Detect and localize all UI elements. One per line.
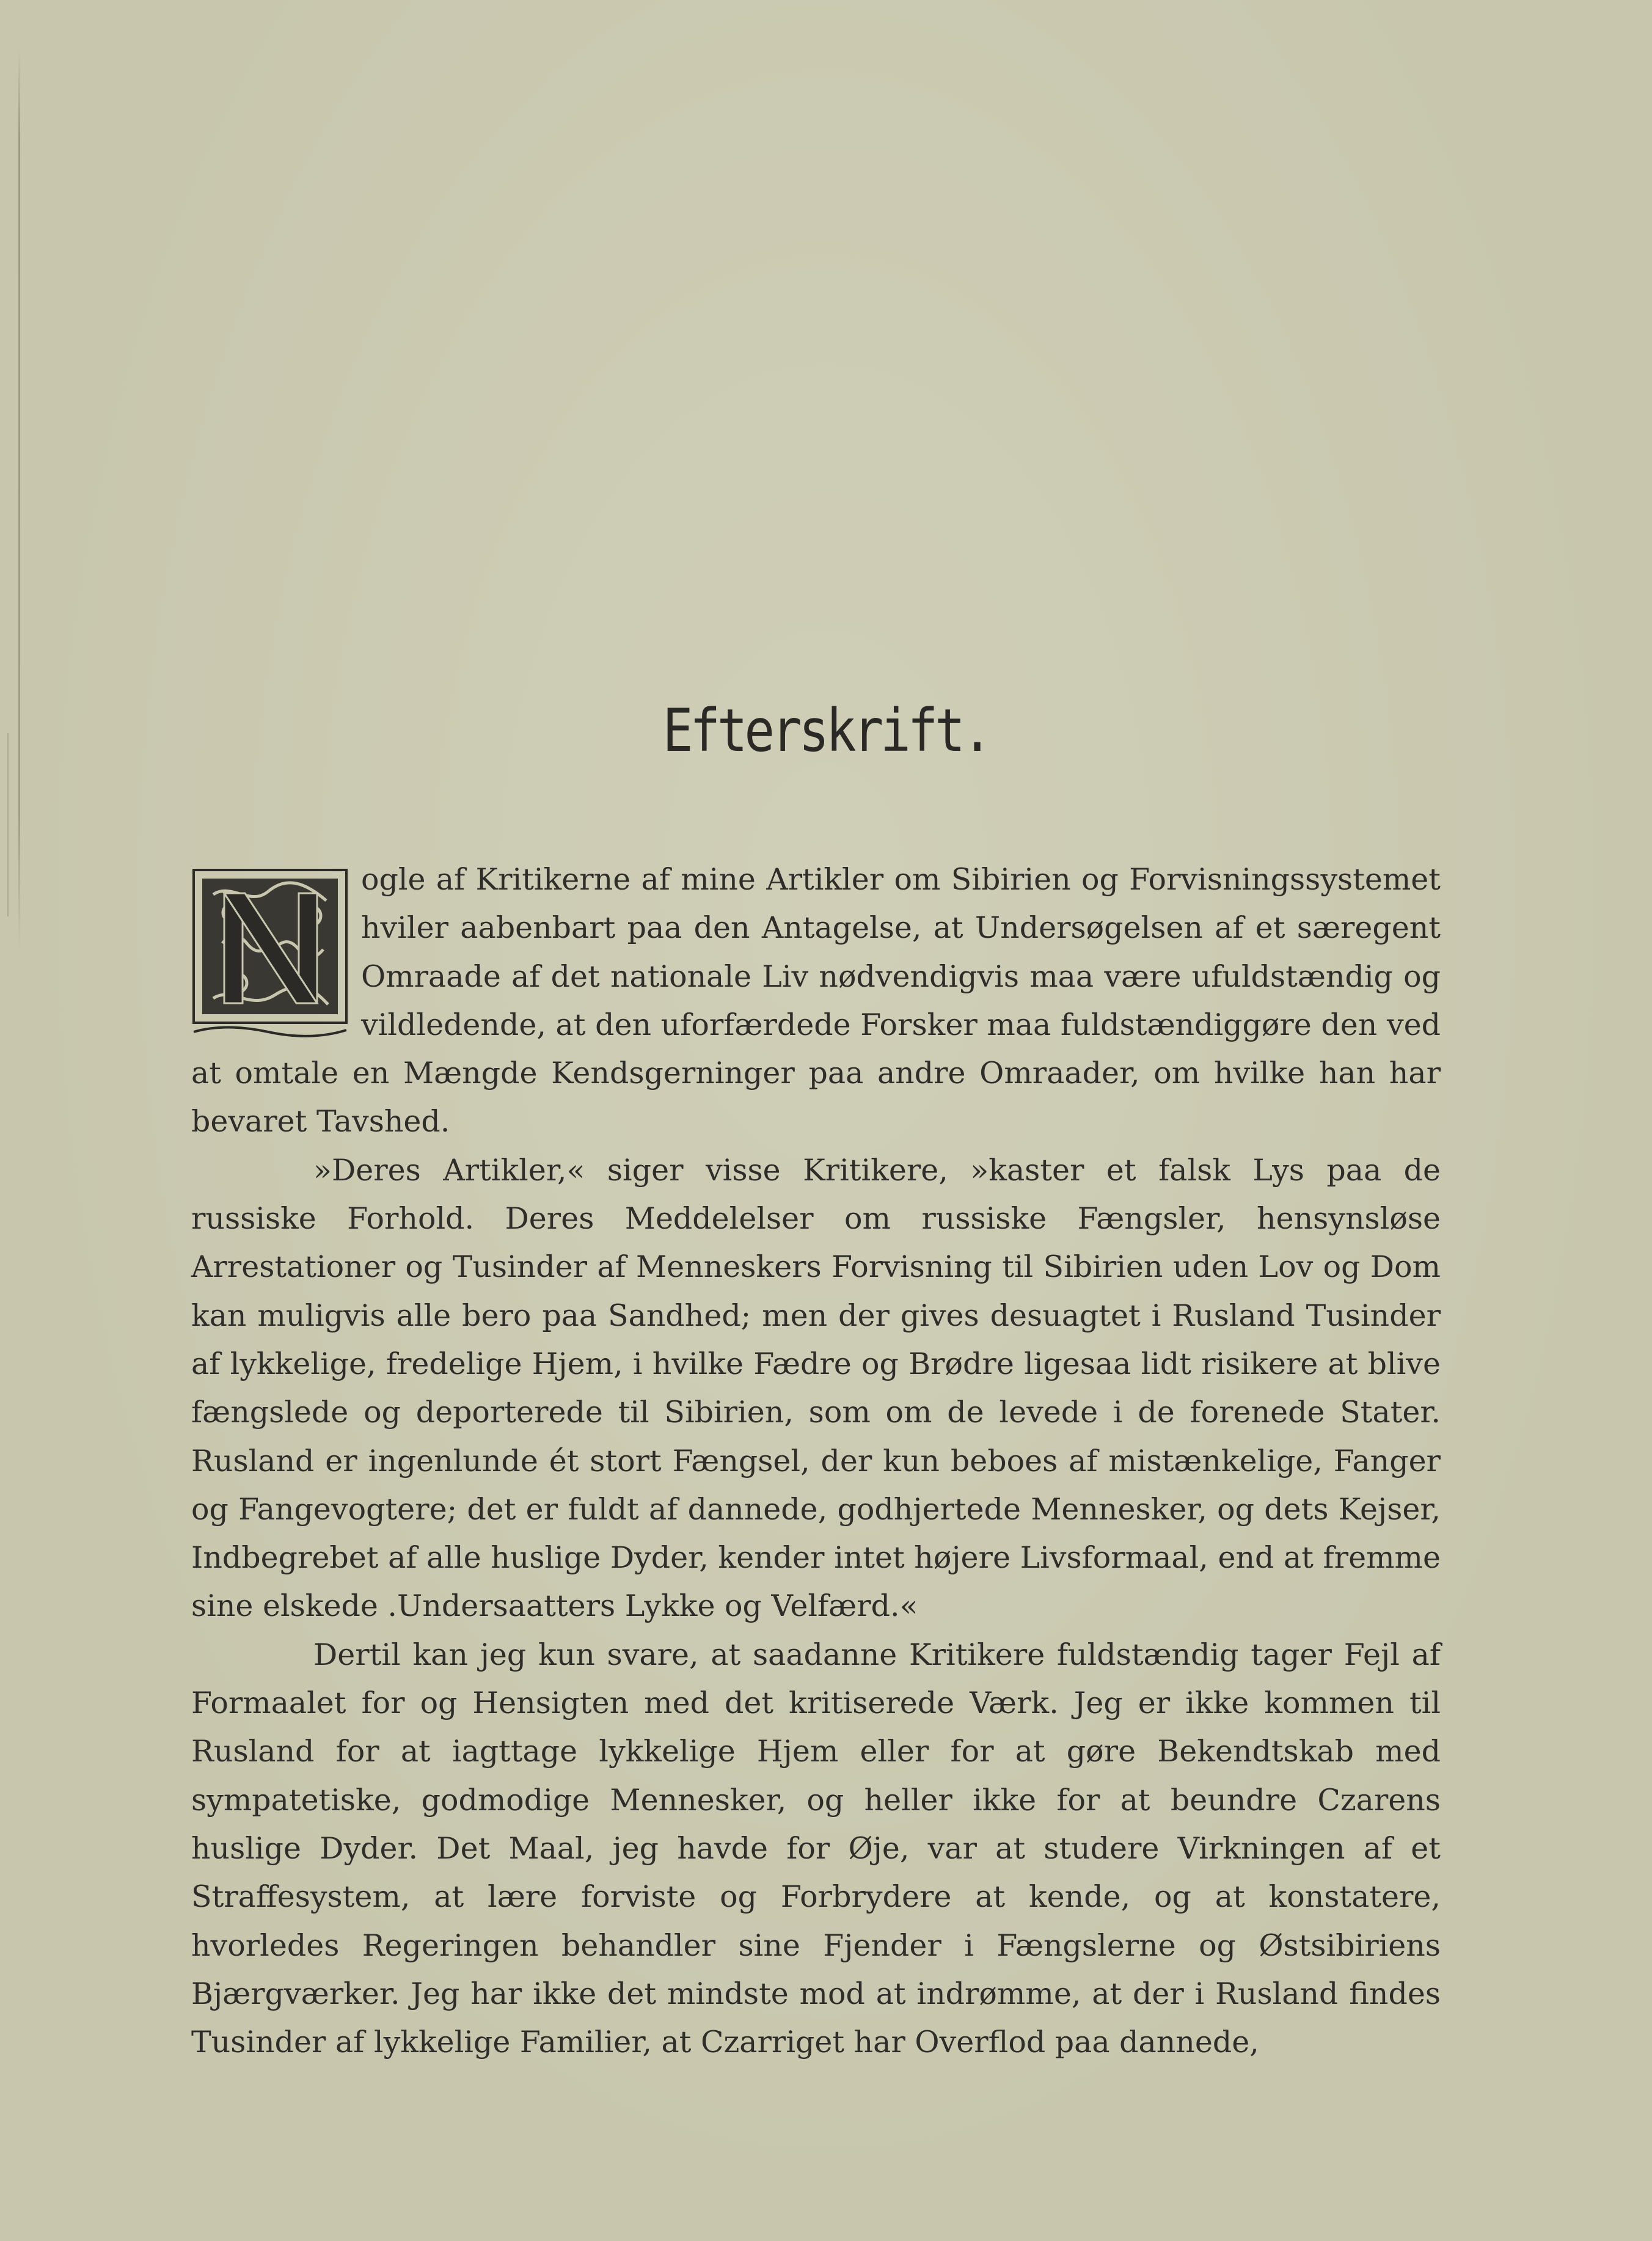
chapter-title: Efterskrift.	[662, 696, 990, 765]
paragraph-1	[191, 855, 1441, 1146]
binding-edge-secondary	[7, 733, 9, 916]
binding-edge	[18, 49, 20, 953]
body-text	[191, 855, 1441, 2066]
decorative-initial-n	[189, 858, 354, 1041]
paragraph-2: »Deres Artikler,« siger visse Kritikere, »kaster et falsk Lys paa de russiske Forhold. Deres Meddelelser om russiske Fængsler, hensynsløse Arrestationer og Tusinder af Menneskers Forvisning til Sibirien uden Lov og Dom kan muligvis alle bero paa Sandhed; men der gives desuagtet i Rusland Tusinder af lykkelige, fredelige Hjem, i hvilke Fædre og Brødre ligesaa lidt risikere at blive fængslede og deporterede til Sibirien, som om de levede i de forenede Stater. Rusland er ingenlunde ét stort Fængsel, der kun beboes af mistænkelige, Fanger og Fangevogtere; det er fuldt af dannede, godhjertede Mennesker, og dets Kejser, Indbegrebet af alle huslige Dyder, kender intet højere Livsformaal, end at fremme sine elskede .Undersaatters Lykke og Velfærd.«	[191, 1152, 1441, 1624]
paragraph-3: Dertil kan jeg kun svare, at saadanne Kritikere fuldstændig tager Fejl af Formaalet for og Hensigten med det kritiserede Værk. Jeg er ikke kommen til Rusland for at iagttage lykkelige Hjem eller for at gøre Bekendtskab med sympatetiske, godmodige Mennesker, og heller ikke for at beundre Czarens huslige Dyder. Det Maal, jeg havde for Øje, var at studere Virkningen af et Straffesystem, at lære forviste og Forbrydere at kende, og at konstatere, hvorledes Regeringen behandler sine Fjender i Fængslerne og Østsibiriens Bjærgværker. Jeg har ikke det mindste mod at indrømme, at der i Rusland findes Tusinder af lykkelige Familier, at Czarriget har Overflod paa dannede,	[191, 1637, 1441, 2060]
dropcap-letter	[189, 858, 354, 1041]
paragraph-1-text: ogle af Kritikerne af mine Artikler om Sibirien og Forvisningssystemet hviler aabenbart paa den Antagelse, at Undersøgelsen af et særegent Omraade af det nationale Liv nødvendigvis maa være ufuldstændig og vildledende, at den uforfærdede Forsker maa fuldstændiggøre den ved at omtale en Mængde Kendsgerninger paa andre Omraader, om hvilke han har bevaret Tavshed.	[191, 862, 1441, 1139]
